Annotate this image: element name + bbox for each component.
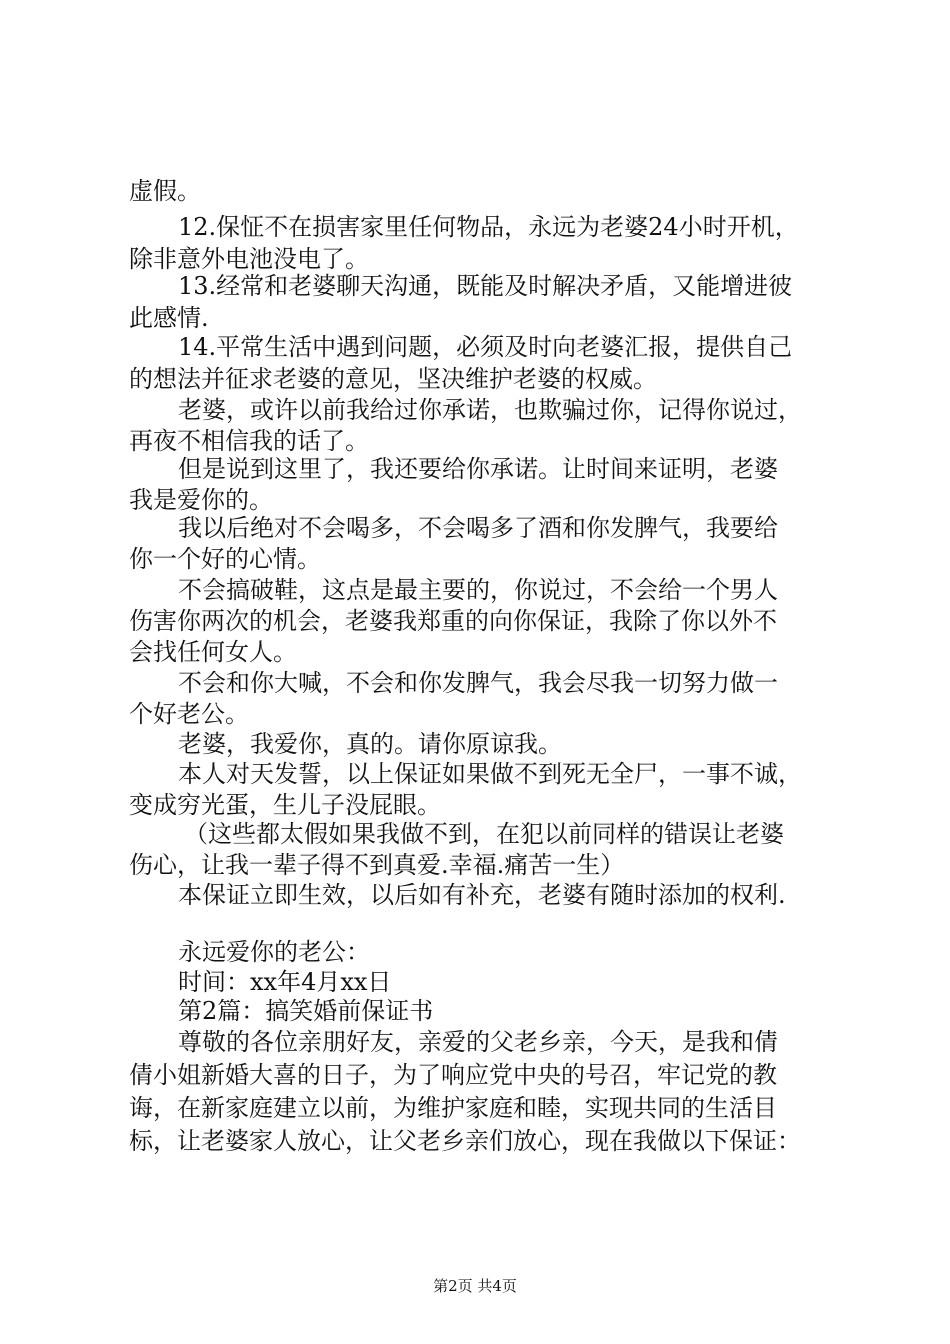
text-line: 的想法并征求老婆的意见，坚决维护老婆的权威。 <box>129 365 657 393</box>
text-line: 老婆，我爱你，真的。请你原谅我。 <box>178 730 562 758</box>
text-line: 除非意外电池没电了。 <box>129 245 369 273</box>
text-line: 14.平常生活中遇到问题，必须及时向老婆汇报，提供自己 <box>178 333 793 361</box>
text-line: 会找任何女人。 <box>129 638 297 666</box>
text-line: 再夜不相信我的话了。 <box>129 427 369 455</box>
section-heading: 第2篇：搞笑婚前保证书 <box>178 997 434 1025</box>
text-line: 不会和你大喊，不会和你发脾气，我会尽我一切努力做一 <box>178 669 778 697</box>
text-line: 此感情. <box>129 304 209 332</box>
text-line: 倩小姐新婚大喜的日子，为了响应党中央的号召，牢记党的教 <box>129 1061 777 1089</box>
text-line: 本人对天发誓，以上保证如果做不到死无全尸，一事不诚， <box>178 760 802 788</box>
text-line: 但是说到这里了，我还要给你承诺。让时间来证明，老婆 <box>178 455 778 483</box>
text-line: 12.保怔不在损害家里任何物品，永远为老婆24小时开机， <box>178 213 799 241</box>
text-line: 变成穷光蛋，生儿子没屁眼。 <box>129 791 441 819</box>
text-line: 13.经常和老婆聊天沟通，既能及时解决矛盾，又能增进彼 <box>178 272 793 300</box>
text-line: 不会搞破鞋，这点是最主要的，你说过，不会给一个男人 <box>178 576 778 604</box>
text-line: 个好老公。 <box>129 700 249 728</box>
text-line: 虚假。 <box>129 177 201 205</box>
text-line: 本保证立即生效，以后如有补充，老婆有随时添加的权利. <box>178 881 786 909</box>
text-line: （这些都太假如果我做不到，在犯以前同样的错误让老婆 <box>184 820 784 848</box>
text-line: 尊敬的各位亲朋好友，亲爱的父老乡亲，今天，是我和倩 <box>178 1028 778 1056</box>
text-line: 老婆，或许以前我给过你承诺，也欺骗过你，记得你说过， <box>178 396 802 424</box>
date-line: 时间：xx年4月xx日 <box>178 968 392 996</box>
text-line: 伤心，让我一辈子得不到真爱.幸福.痛苦一生） <box>129 851 625 879</box>
page-number-footer: 第2页 共4页 <box>433 1277 517 1295</box>
text-line: 诲，在新家庭建立以前，为维护家庭和睦，实现共同的生活目 <box>129 1094 777 1122</box>
text-line: 我是爱你的。 <box>129 486 273 514</box>
text-line: 你一个好的心情。 <box>129 545 321 573</box>
text-line: 伤害你两次的机会，老婆我郑重的向你保证，我除了你以外不 <box>129 607 777 635</box>
text-line: 标，让老婆家人放心，让父老乡亲们放心，现在我做以下保证： <box>129 1127 801 1155</box>
text-line: 我以后绝对不会喝多，不会喝多了酒和你发脾气，我要给 <box>178 514 778 542</box>
signature-line: 永远爱你的老公： <box>178 938 370 966</box>
